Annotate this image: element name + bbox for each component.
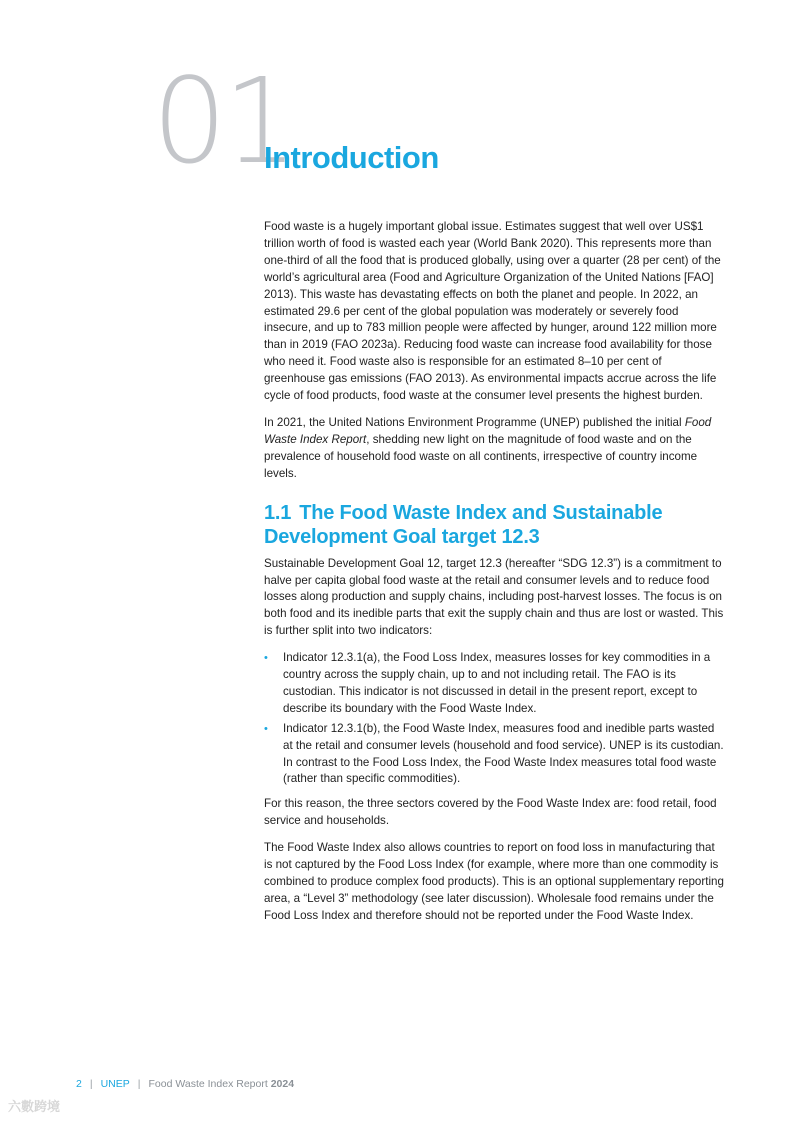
footer-report-year: 2024: [270, 1078, 295, 1090]
footer-separator: |: [137, 1078, 141, 1090]
list-item: [264, 721, 724, 789]
list-item: [264, 650, 724, 718]
bullet-icon: •: [264, 652, 268, 665]
footer-separator: |: [89, 1078, 93, 1090]
watermark: 六數跨境: [8, 1099, 61, 1114]
intro-paragraph-2: [264, 415, 724, 483]
body-column: [264, 219, 724, 935]
list-item-text: Indicator 12.3.1(b), the Food Waste Index, measures food and inedible parts wasted at the retail and consumer levels (household and food service). UNEP is its custodian. In contrast to the Food Loss Index, the Food Waste Index measures total food waste (rather than specific commodities).: [283, 721, 724, 786]
intro-paragraph-2-end: , shedding new light on the magnitude of food waste and on the prevalence of household food waste on all continents, irrespective of country income levels.: [264, 432, 698, 480]
report-title-italic: Food Waste Index Report: [264, 415, 712, 446]
section-title: The Food Waste Index and Sustainable Development Goal target 12.3: [264, 501, 663, 548]
section-paragraph-1: Sustainable Development Goal 12, target 12.3 (hereafter “SDG 12.3”) is a commitment to halve per capita global food waste at the retail and consumer levels and to reduce food losses along production and supply chains, including post-harvest losses. The focus is on both food and its inedible parts that exit the supply chain and thus are lost or wasted. This is further split into two indicators:: [264, 556, 724, 638]
section-paragraph-2: For this reason, the three sectors covered by the Food Waste Index are: food retail, food service and households.: [264, 797, 717, 828]
intro-paragraph-2-start: In 2021, the United Nations Environment Programme (UNEP) published the initial: [264, 415, 685, 429]
footer-report-title: Food Waste Index Report: [148, 1078, 268, 1090]
page-footer: [76, 1078, 294, 1090]
section-number: 1.1: [264, 501, 292, 524]
chapter-number: 01: [152, 52, 295, 190]
intro-paragraph-1: Food waste is a hugely important global issue. Estimates suggest that well over US$1 trillion worth of food is wasted each year (World Bank 2020). This represents more than one-third of all the food that is produced globally, using over a quarter (28 per cent) of the world’s agricultural area (Food and Agriculture Organization of the United Nations [FAO] 2013). This waste has devastating effects on both the planet and people. In 2022, an estimated 29.6 per cent of the global population was moderately or severely food insecure, and up to 783 million people were affected by hunger, around 122 million more than in 2019 (FAO 2023a). Reducing food waste can increase food availability for those who need it. Food waste also is responsible for an estimated 8–10 per cent of greenhouse gas emissions (FAO 2013). As environmental impacts accrue across the life cycle of food products, food waste at the consumer level presents the highest burden.: [264, 220, 721, 403]
chapter-title: Introduction: [264, 140, 439, 175]
list-item-text: Indicator 12.3.1(a), the Food Loss Index, measures losses for key commodities in a country across the supply chain, up to and not including retail. The FAO is its custodian. This indicator is not discussed in detail in the present report, except to describe its boundary with the Food Waste Index.: [283, 651, 711, 715]
bullet-icon: •: [264, 722, 268, 735]
section-paragraph-3: The Food Waste Index also allows countries to report on food loss in manufacturing that is not captured by the Food Loss Index (for example, where more than one commodity is combined to produce complex food products). This is an optional supplementary reporting area, a “Level 3” methodology (see later discussion). Wholesale food remains under the Food Loss Index and therefore should not be reported under the Food Waste Index.: [264, 841, 724, 922]
page-number: 2: [76, 1078, 82, 1090]
footer-org: UNEP: [100, 1078, 130, 1090]
indicator-list: [264, 650, 724, 788]
section-heading: [264, 501, 724, 549]
